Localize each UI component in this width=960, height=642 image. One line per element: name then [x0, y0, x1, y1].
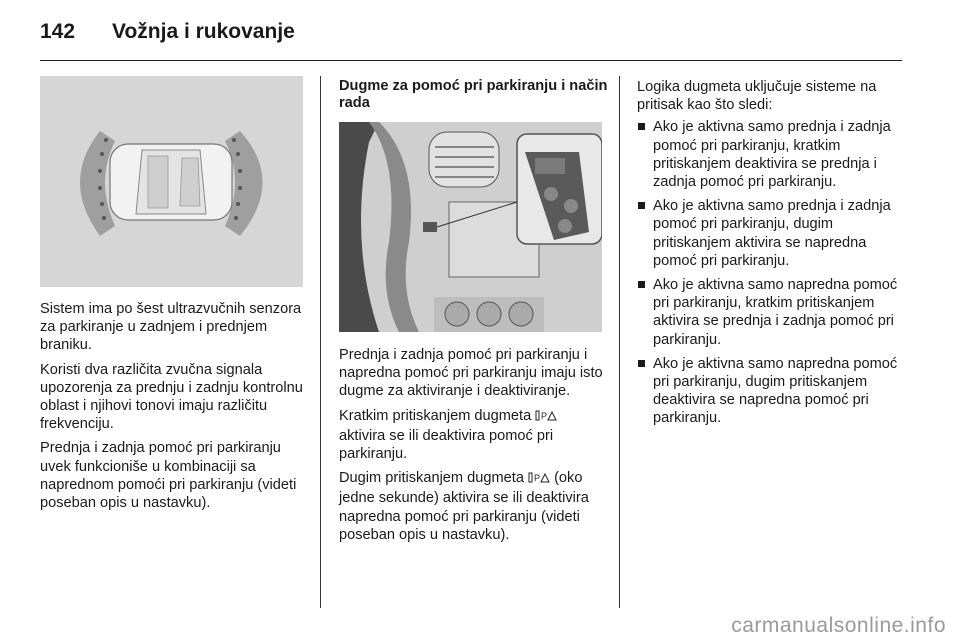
- text-fragment: Kratkim pritiskanjem dugmeta: [339, 407, 532, 424]
- list-item-text: Ako je aktivna samo prednja i zadnja pomoć pri parkiranju, kratkim pritiskanjem deaktivira se prednja i zadnja pomoć pri parkiranju.: [653, 119, 891, 191]
- column-divider: [619, 76, 620, 608]
- paragraph: [339, 469, 607, 544]
- svg-text:P: P: [541, 410, 548, 421]
- bullet-square-icon: [638, 360, 645, 367]
- parking-sensor-zones-illustration: [40, 76, 303, 287]
- paragraph: [339, 407, 607, 464]
- paragraph: Koristi dva različita zvučna signala upozorenja za prednju i zadnju kontrolnu oblast i njihovi tonovi imaju različitu frekvenciju.: [40, 361, 303, 433]
- text-fragment: (oko jedne sekunde) aktivira se ili deaktivira napredna pomoć pri parkiranju (videti poseban opis u nastavku).: [339, 470, 589, 543]
- text-fragment: aktivira se ili deaktivira pomoć pri parkiranju.: [339, 427, 554, 463]
- column-1-text: [40, 300, 310, 518]
- list-item: [637, 197, 905, 270]
- list-item: [637, 118, 905, 191]
- list-item-text: Ako je aktivna samo prednja i zadnja pomoć pri parkiranju, dugim pritiskanjem aktivira se napredna pomoć pri parkiranju.: [653, 198, 891, 269]
- section-heading: Dugme za pomoć pri parkiranju i način rada: [339, 78, 608, 111]
- bullet-square-icon: [638, 202, 645, 209]
- column-divider: [320, 76, 321, 608]
- column-2-text: [339, 346, 607, 550]
- list-item: [637, 276, 905, 349]
- paragraph: Logika dugmeta uključuje sisteme na pritisak kao što sledi:: [637, 79, 877, 114]
- page-title: Vožnja i rukovanje: [112, 20, 295, 43]
- page-header: [40, 14, 920, 58]
- bullet-square-icon: [638, 281, 645, 288]
- list-item: [637, 355, 905, 428]
- watermark: carmanualsonline.info: [731, 614, 946, 637]
- dashboard-button-illustration: [339, 122, 602, 332]
- svg-text:P: P: [534, 473, 541, 484]
- paragraph: Prednja i zadnja pomoć pri parkiranju i napredna pomoć pri parkiranju imaju isto dugme za aktiviranje i deaktiviranje.: [339, 347, 603, 400]
- paragraph: Sistem ima po šest ultrazvučnih senzora za parkiranje u zadnjem i prednjem braniku.: [40, 301, 302, 354]
- header-rule: [40, 60, 902, 61]
- bullet-list: [637, 118, 905, 427]
- page-number: 142: [40, 20, 76, 43]
- paragraph: Prednja i zadnja pomoć pri parkiranju uvek funkcioniše u kombinaciji sa naprednom pomoći pri parkiranju (videti poseban opis u nastavku).: [40, 440, 297, 512]
- list-item-text: Ako je aktivna samo napredna pomoć pri parkiranju, kratkim pritiskanjem aktivira se prednja i zadnja pomoć pri parkiranju.: [653, 277, 898, 348]
- bullet-square-icon: [638, 123, 645, 130]
- park-assist-icon: [528, 471, 550, 489]
- park-assist-icon: [535, 409, 557, 427]
- text-fragment: Dugim pritiskanjem dugmeta: [339, 470, 524, 487]
- column-3-text: [637, 78, 905, 434]
- list-item-text: Ako je aktivna samo napredna pomoć pri parkiranju, dugim pritiskanjem deaktivira se napredna pomoć pri parkiranju.: [653, 355, 898, 427]
